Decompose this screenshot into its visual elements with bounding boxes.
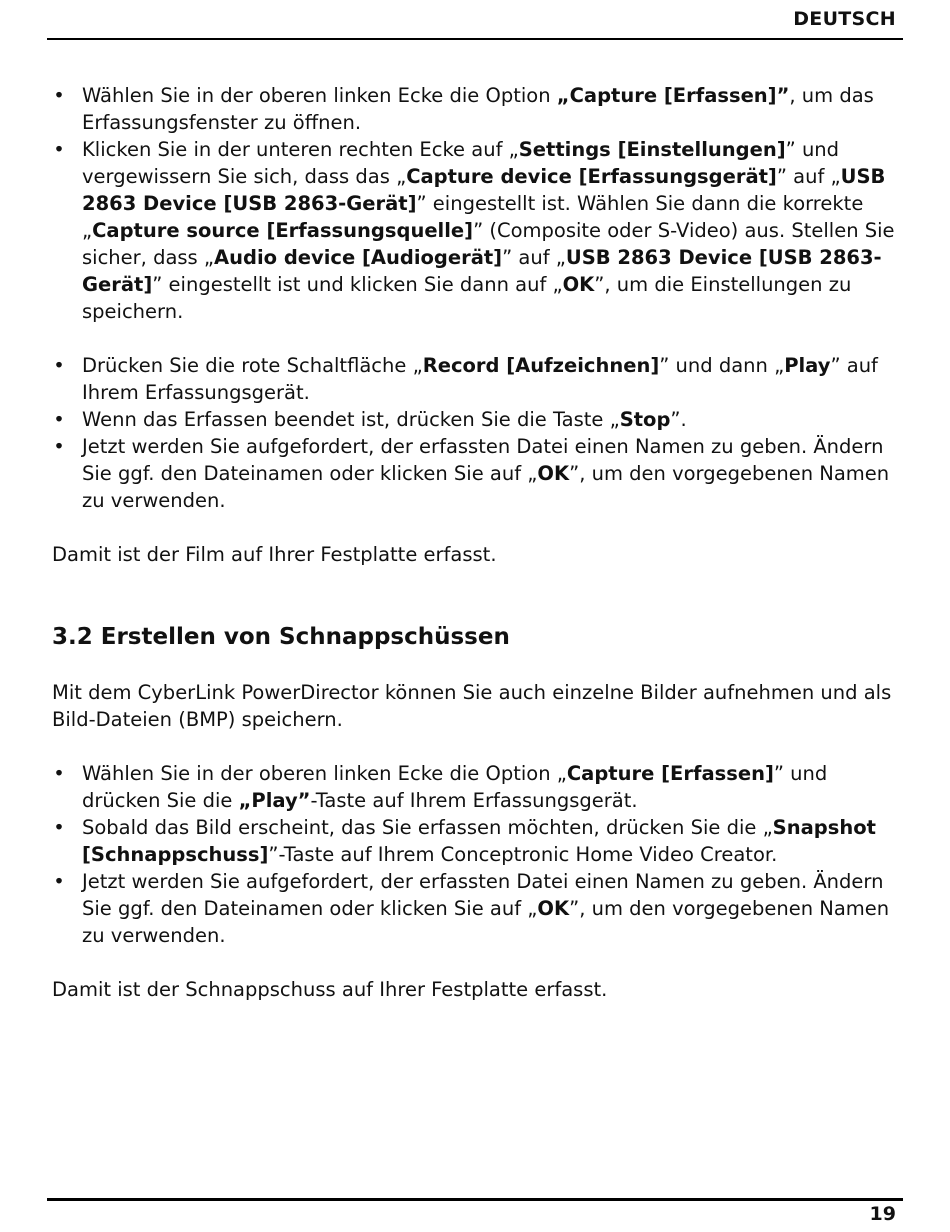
text-run: ”. <box>670 408 687 431</box>
bold-text-run: USB 2863 Device [USB 2863-Gerät] <box>82 246 882 296</box>
text-run: ” auf „ <box>776 165 841 188</box>
list-item <box>52 868 902 949</box>
text-run: ”, um den vorgegebenen Namen zu verwenden. <box>82 897 890 947</box>
list-item <box>52 136 902 325</box>
bold-text-run: Snapshot [Schnappschuss] <box>82 816 876 866</box>
text-run: ” (Composite oder S-Video) aus. Stellen Sie sicher, dass „ <box>82 219 895 269</box>
snapshot-captured-paragraph: Damit ist der Schnappschuss auf Ihrer Festplatte erfasst. <box>52 978 608 1001</box>
bold-text-run: Record [Aufzeichnen] <box>422 354 660 377</box>
page-number: 19 <box>869 1203 896 1225</box>
list-item <box>52 760 902 814</box>
list-item <box>52 814 902 868</box>
bold-text-run: OK <box>537 462 570 485</box>
text-run: Jetzt werden Sie aufgefordert, der erfassten Datei einen Namen zu geben. Ändern Sie ggf. den Dateinamen oder klicken Sie auf „ <box>82 435 884 485</box>
list-item <box>52 82 902 136</box>
bold-text-run: OK <box>562 273 595 296</box>
spacer <box>52 733 902 760</box>
footer-rule <box>47 1198 903 1201</box>
bold-text-run: Stop <box>619 408 671 431</box>
text-run: -Taste auf Ihrem Erfassungsgerät. <box>310 789 638 812</box>
bullet-icon: • <box>53 408 65 431</box>
bullet-icon: • <box>53 816 65 839</box>
spacer <box>52 325 902 352</box>
bold-text-run: USB 2863 Device [USB 2863-Gerät] <box>82 165 886 215</box>
bold-text-run: Capture [Erfassen] <box>566 762 774 785</box>
page-content <box>52 82 902 1003</box>
text-run: Drücken Sie die rote Schaltfläche „ <box>82 354 423 377</box>
text-run: Wenn das Erfassen beendet ist, drücken Sie die Taste „ <box>82 408 620 431</box>
text-run: ”, um den vorgegebenen Namen zu verwenden. <box>82 462 890 512</box>
film-captured-paragraph: Damit ist der Film auf Ihrer Festplatte erfasst. <box>52 543 497 566</box>
text-run: ” eingestellt ist. Wählen Sie dann die korrekte „ <box>82 192 864 242</box>
list-item <box>52 433 902 514</box>
text-run: Sobald das Bild erscheint, das Sie erfassen möchten, drücken Sie die „ <box>82 816 773 839</box>
snapshot-steps-list <box>52 760 902 949</box>
text-run: Jetzt werden Sie aufgefordert, der erfassten Datei einen Namen zu geben. Ändern Sie ggf. den Dateinamen oder klicken Sie auf „ <box>82 870 884 920</box>
section-heading: 3.2 Erstellen von Schnappschüssen <box>52 624 510 650</box>
bullet-icon: • <box>53 870 65 893</box>
text-run: ” auf Ihrem Erfassungsgerät. <box>82 354 878 404</box>
capture-steps-list <box>52 82 902 325</box>
bold-text-run: Play <box>784 354 831 377</box>
text-run: ” und drücken Sie die <box>82 762 828 812</box>
list-item <box>52 406 902 433</box>
spacer <box>52 949 902 976</box>
text-run: ” und dann „ <box>659 354 785 377</box>
text-run: ”-Taste auf Ihrem Conceptronic Home Video Creator. <box>268 843 778 866</box>
bullet-icon: • <box>53 84 65 107</box>
bold-text-run: „Capture [Erfassen]” <box>556 84 790 107</box>
spacer <box>52 514 902 541</box>
text-run: ”, um die Einstellungen zu speichern. <box>82 273 852 323</box>
spacer <box>52 568 902 622</box>
bold-text-run: Settings [Einstellungen] <box>518 138 786 161</box>
text-run: , um das Erfassungsfenster zu öffnen. <box>82 84 874 134</box>
bold-text-run: Audio device [Audiogerät] <box>214 246 503 269</box>
bold-text-run: „Play” <box>238 789 311 812</box>
list-item <box>52 352 902 406</box>
text-run: ” und vergewissern Sie sich, dass das „ <box>82 138 840 188</box>
bold-text-run: OK <box>537 897 570 920</box>
bullet-icon: • <box>53 762 65 785</box>
bold-text-run: Capture source [Erfassungsquelle] <box>92 219 474 242</box>
spacer <box>52 652 902 679</box>
text-run: Wählen Sie in der oberen linken Ecke die Option „ <box>82 762 567 785</box>
text-run: Klicken Sie in der unteren rechten Ecke auf „ <box>82 138 519 161</box>
header-rule <box>47 38 903 40</box>
record-steps-list <box>52 352 902 514</box>
header-language-label: DEUTSCH <box>793 8 896 30</box>
bullet-icon: • <box>53 138 65 161</box>
text-run: Wählen Sie in der oberen linken Ecke die Option <box>82 84 557 107</box>
bullet-icon: • <box>53 354 65 377</box>
bullet-icon: • <box>53 435 65 458</box>
bold-text-run: Capture device [Erfassungsgerät] <box>406 165 777 188</box>
text-run: ” eingestellt ist und klicken Sie dann auf „ <box>152 273 563 296</box>
text-run: ” auf „ <box>502 246 566 269</box>
snapshot-intro-paragraph: Mit dem CyberLink PowerDirector können Sie auch einzelne Bilder aufnehmen und als Bild-Dateien (BMP) speichern. <box>52 681 892 731</box>
